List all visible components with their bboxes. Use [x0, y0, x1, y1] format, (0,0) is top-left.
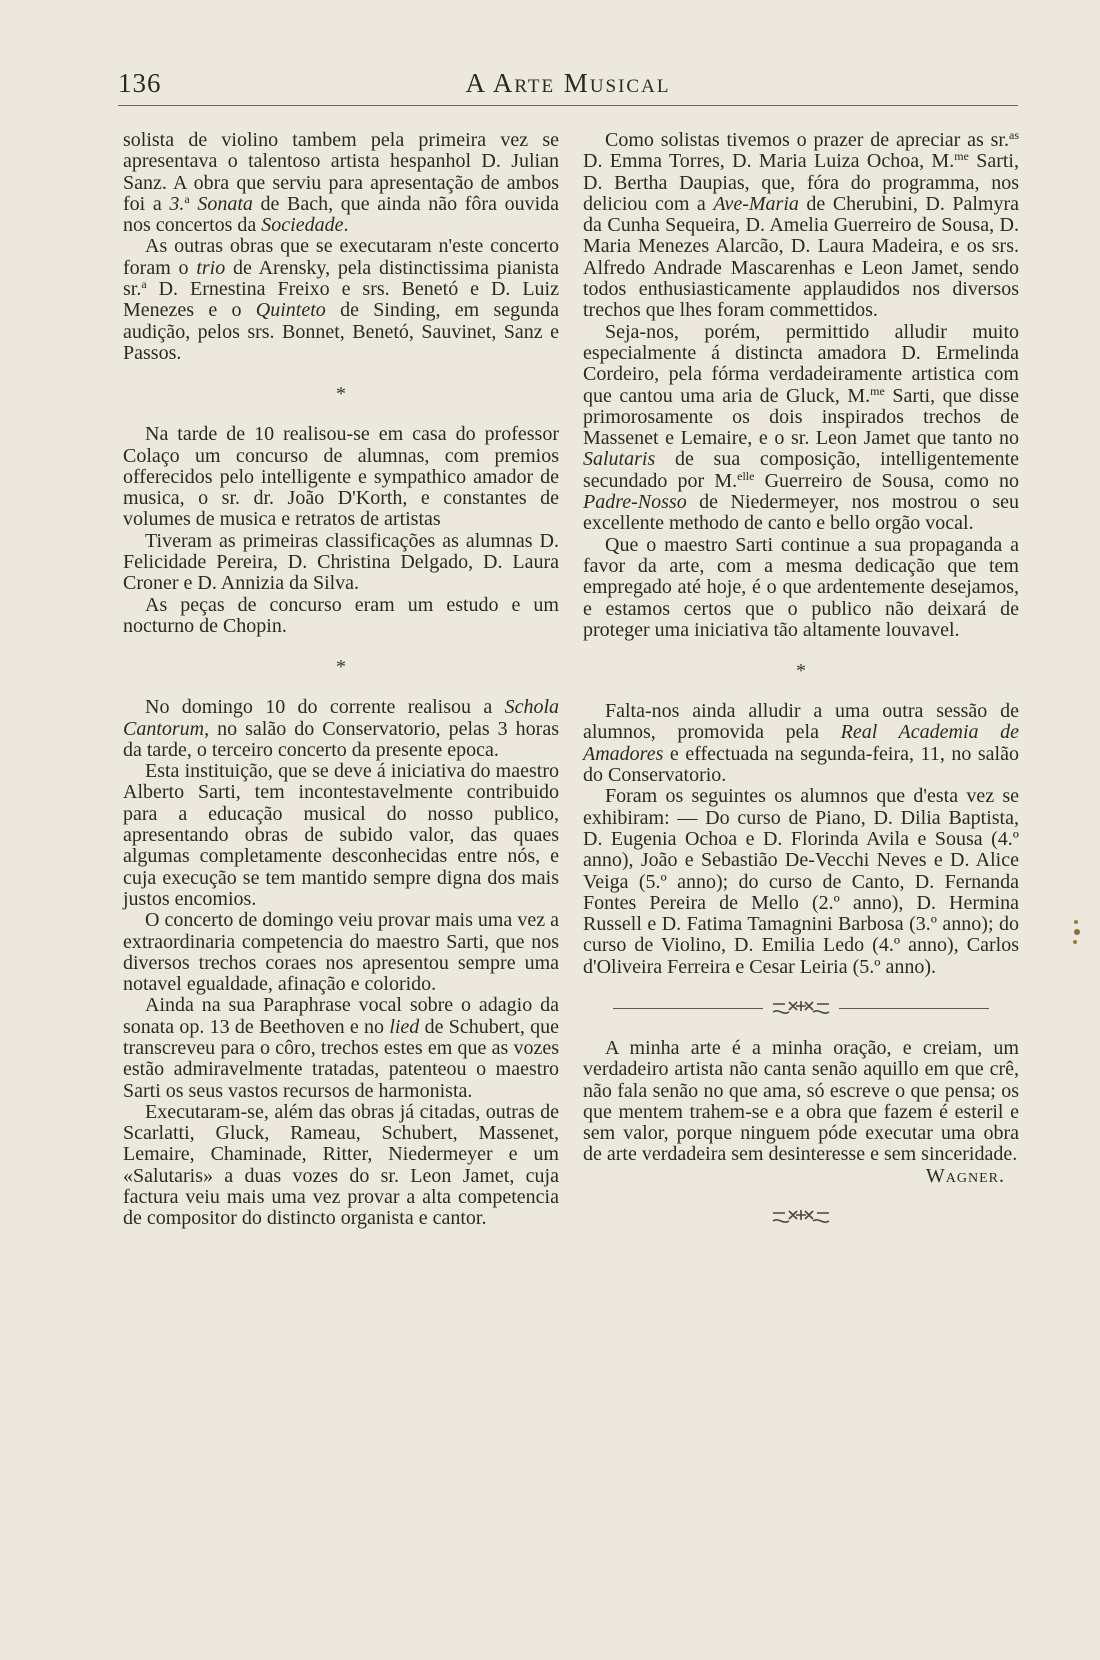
- section-separator-asterisk: *: [336, 656, 346, 679]
- ornamental-divider: [613, 998, 989, 1018]
- running-title: A Arte Musical: [465, 68, 671, 98]
- article-paragraph: As outras obras que se executaram n'este concerto foram o trio de Arensky, pela distinctissima pianista sr.$^a$ D. Ernestina Freixo e srs. Benetó e D. Luiz Menezes e o Quinteto de Sinding, em segunda audição, pelos srs. Bonnet, Benetó, Sauvinet, Sanz e Passos.: [123, 235, 559, 364]
- end-ornament: [771, 1207, 831, 1227]
- spacer: [583, 1187, 1019, 1207]
- article-paragraph: O concerto de domingo veiu provar mais uma vez a extraordinaria competencia do maestro Sarti, que nos diversos trechos coraes nos apresentou sempre uma notavel egualdade, afinação e colorido.: [123, 909, 559, 996]
- article-paragraph: Falta-nos ainda alludir a uma outra sessão de alumnos, promovida pela Real Academia de Amadores e effectuada na segunda-feira, 11, no salão do Conservatorio.: [583, 700, 1019, 787]
- header-rule: [118, 105, 1018, 106]
- spacer: [123, 404, 559, 424]
- article-paragraph: Foram os seguintes os alumnos que d'esta vez se exhibiram: — Do curso de Piano, D. Dilia Baptista, D. Eugenia Ochoa e D. Florinda Avila e Sousa (4.º anno), João e Sebastião De-Vecchi Neves e D. Alice Veiga (5.º anno); do curso de Canto, D. Fernanda Fontes Pereira de Mello (2.º anno), D. Hermina Russell e D. Fatima Tamagnini Barbosa (3.º anno); do curso de Violino, D. Emilia Ledo (4.º anno), Carlos d'Oliveira Ferreira e Cesar Leiria (5.º anno).: [583, 785, 1019, 978]
- article-paragraph: No domingo 10 do corrente realisou a Schola Cantorum, no salão do Conservatorio, pelas 3 horas da tarde, o terceiro concerto da presente epoca.: [123, 696, 559, 761]
- spacer: [583, 641, 1019, 661]
- article-paragraph: Que o maestro Sarti continue a sua propaganda a favor da arte, com a mesma dedicação que tem empregado até hoje, é o que ardentemente desejamos, e estamos certos que o publico não deixará de proteger uma iniciativa tão altamente louvavel.: [583, 533, 1019, 641]
- quote-signature: Wagner.: [925, 1164, 1005, 1187]
- spacer: [583, 1018, 1019, 1038]
- article-paragraph: Na tarde de 10 realisou-se em casa do professor Colaço um concurso de alumnas, com premios offerecidos pelo intelligente e sympathico amador de musica, o sr. dr. João D'Korth, e constantes de volumes de musica e retratos de artistas: [123, 423, 559, 531]
- flourish-ornament-icon: [771, 998, 831, 1018]
- left-column: [123, 130, 559, 1230]
- right-column: [583, 130, 1019, 1227]
- article-paragraph: Ainda na sua Paraphrase vocal sobre o adagio da sonata op. 13 de Beethoven e no lied de Schubert, que transcreveu para o côro, trechos estes em que as vozes estão admiravelmente tratadas, patenteou o maestro Sarti os seus vastos recursos de harmonista.: [123, 994, 559, 1102]
- article-paragraph: Executaram-se, além das obras já citadas, outras de Scarlatti, Gluck, Rameau, Schubert, Massenet, Lemaire, Chaminade, Ritter, Niedermeyer e um «Salutaris» a duas vozes do sr. Leon Jamet, cuja factura veiu mais uma vez provar a alta competencia de compositor do distincto organista e cantor.: [123, 1100, 559, 1230]
- article-paragraph: Como solistas tivemos o prazer de apreciar as sr.$^{as}$ D. Emma Torres, D. Maria Luiza Ochoa, M.$^{me}$ Sarti, D. Bertha Daupias, que, fóra do programma, nos deliciou com a Ave-Maria de Cherubini, D. Palmyra da Cunha Sequeira, D. Amelia Guerreiro de Sousa, D. Maria Menezes Alarcão, D. Laura Madeira, e os srs. Alfredo Andrade Mascarenhas e Leon Jamet, sendo todos enthusiasticamente applaudidos nos diversos trechos que lhes foram commettidos.: [583, 128, 1020, 322]
- flourish-ornament-icon: [771, 1207, 831, 1227]
- spacer: [123, 637, 559, 657]
- article-paragraph: solista de violino tambem pela primeira vez se apresentava o talentoso artista hespanhol D. Julian Sanz. A obra que serviu para apresentação de ambos foi a 3.$^a$ Sonata de Bach, que ainda não fôra ouvida nos concertos da Sociedade.: [123, 129, 560, 237]
- divider-line-left: [613, 1008, 763, 1009]
- article-paragraph: Seja-nos, porém, permittido alludir muito especialmente á distincta amadora D. Ermelinda Cordeiro, pela fórma verdadeiramente artistica com que cantou uma aria de Gluck, M.$^{me}$ Sarti, que disse primorosamente os dois inspirados trechos de Massenet e Lemaire, e o sr. Leon Jamet que tanto no Salutaris de sua composição, intelligentemente secundado por M.$^{elle}$ Guerreiro de Sousa, como no Padre-Nosso de Niedermeyer, nos mostrou o seu excellente methodo de canto e bello orgão vocal.: [583, 320, 1019, 535]
- section-separator-asterisk: *: [336, 383, 346, 406]
- spacer: [123, 364, 559, 384]
- quotation: A minha arte é a minha oração, e creiam, um verdadeiro artista não canta senão aquillo em que crê, não fala senão no que ama, só escreve o que pensa; os que mentem trahem-se e a obra que fazem é esteril e sem valor, porque ninguem póde executar uma obra de arte verdadeira sem desinteresse e sem sinceridade.: [583, 1036, 1019, 1166]
- article-paragraph: Tiveram as primeiras classificações as alumnas D. Felicidade Pereira, D. Christina Delgado, D. Laura Croner e D. Annizia da Silva.: [123, 529, 559, 595]
- article-paragraph: Esta instituição, que se deve á iniciativa do maestro Alberto Sarti, tem incontestavelmente contribuido para a educação musical do nosso publico, apresentando obras de subido valor, das quaes algumas completamente desconhecidas entre nós, e cuja execução se tem mantido sempre digna dos mais justos encomios.: [123, 760, 559, 910]
- spacer: [123, 677, 559, 697]
- spacer: [583, 978, 1019, 998]
- spacer: [583, 681, 1019, 701]
- section-separator-asterisk: *: [796, 660, 806, 683]
- divider-line-right: [839, 1008, 989, 1009]
- article-paragraph: As peças de concurso eram um estudo e um nocturno de Chopin.: [123, 593, 559, 637]
- paper-stain-mark: [1072, 918, 1080, 948]
- page-number: 136: [118, 68, 162, 98]
- page-header: [118, 64, 1018, 104]
